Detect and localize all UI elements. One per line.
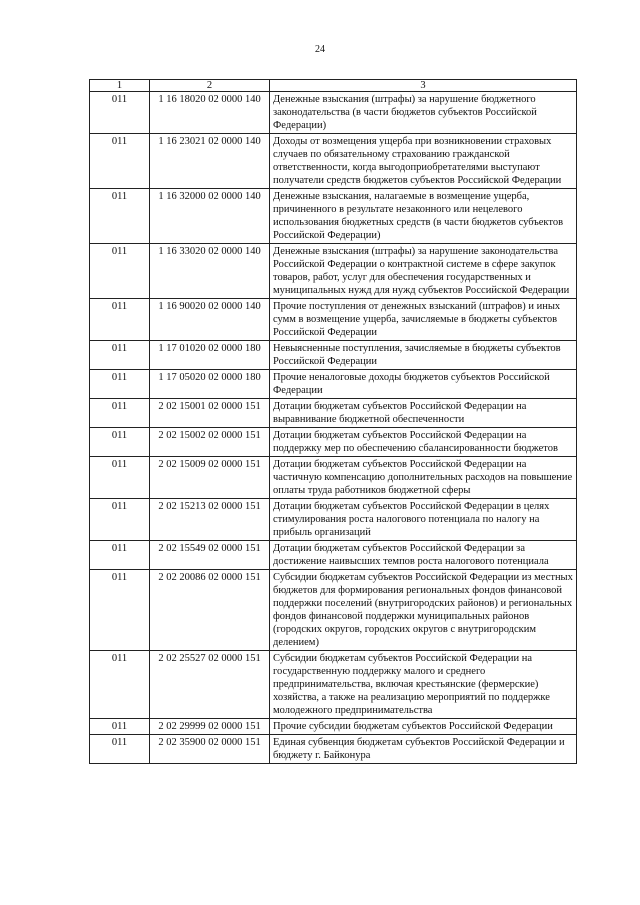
admin-code-cell: 011	[90, 735, 150, 764]
description-cell: Дотации бюджетам субъектов Российской Федерации на частичную компенсацию дополнительных расходов на повышение оплаты труда работников бюджетной сферы	[270, 457, 577, 499]
budget-code-cell: 1 17 05020 02 0000 180	[150, 370, 270, 399]
table-row	[90, 651, 577, 719]
admin-code-cell: 011	[90, 651, 150, 719]
table-row	[90, 92, 577, 134]
column-header-1: 1	[90, 80, 150, 92]
table-row	[90, 428, 577, 457]
table-row	[90, 570, 577, 651]
budget-code-cell: 1 16 32000 02 0000 140	[150, 189, 270, 244]
admin-code-cell: 011	[90, 457, 150, 499]
description-cell: Денежные взыскания (штрафы) за нарушение законодательства Российской Федерации о контрактной системе в сфере закупок товаров, работ, услуг для обеспечения государственных и муниципальных нужд для нужд субъектов Российской Федерации	[270, 244, 577, 299]
admin-code-cell: 011	[90, 134, 150, 189]
table-row	[90, 499, 577, 541]
table-row	[90, 244, 577, 299]
budget-code-cell: 1 17 01020 02 0000 180	[150, 341, 270, 370]
description-cell: Прочие неналоговые доходы бюджетов субъектов Российской Федерации	[270, 370, 577, 399]
budget-code-cell: 2 02 20086 02 0000 151	[150, 570, 270, 651]
table-row	[90, 735, 577, 764]
admin-code-cell: 011	[90, 499, 150, 541]
description-cell: Прочие поступления от денежных взысканий (штрафов) и иных сумм в возмещение ущерба, зачисляемые в бюджеты субъектов Российской Федерации	[270, 299, 577, 341]
description-cell: Дотации бюджетам субъектов Российской Федерации на выравнивание бюджетной обеспеченности	[270, 399, 577, 428]
table-row	[90, 399, 577, 428]
budget-code-cell: 2 02 15002 02 0000 151	[150, 428, 270, 457]
admin-code-cell: 011	[90, 370, 150, 399]
column-header-3: 3	[270, 80, 577, 92]
admin-code-cell: 011	[90, 719, 150, 735]
budget-code-cell: 1 16 90020 02 0000 140	[150, 299, 270, 341]
table-row	[90, 370, 577, 399]
budget-code-cell: 2 02 25527 02 0000 151	[150, 651, 270, 719]
admin-code-cell: 011	[90, 399, 150, 428]
budget-code-cell: 2 02 15549 02 0000 151	[150, 541, 270, 570]
admin-code-cell: 011	[90, 299, 150, 341]
budget-code-cell: 2 02 15001 02 0000 151	[150, 399, 270, 428]
table-row	[90, 134, 577, 189]
admin-code-cell: 011	[90, 92, 150, 134]
budget-code-cell: 2 02 15009 02 0000 151	[150, 457, 270, 499]
description-cell: Прочие субсидии бюджетам субъектов Российской Федерации	[270, 719, 577, 735]
description-cell: Субсидии бюджетам субъектов Российской Федерации на государственную поддержку малого и среднего предпринимательства, включая крестьянские (фермерские) хозяйства, а также на реализацию мероприятий по поддержке молодежного предпринимательства	[270, 651, 577, 719]
page-number: 24	[315, 44, 325, 55]
table-row	[90, 541, 577, 570]
admin-code-cell: 011	[90, 341, 150, 370]
admin-code-cell: 011	[90, 244, 150, 299]
budget-code-cell: 1 16 23021 02 0000 140	[150, 134, 270, 189]
budget-code-cell: 1 16 18020 02 0000 140	[150, 92, 270, 134]
revenue-classification-table	[89, 79, 577, 764]
table-row	[90, 189, 577, 244]
budget-code-cell: 2 02 35900 02 0000 151	[150, 735, 270, 764]
description-cell: Невыясненные поступления, зачисляемые в бюджеты субъектов Российской Федерации	[270, 341, 577, 370]
table-row	[90, 299, 577, 341]
description-cell: Дотации бюджетам субъектов Российской Федерации за достижение наивысших темпов роста налогового потенциала	[270, 541, 577, 570]
budget-code-cell: 2 02 29999 02 0000 151	[150, 719, 270, 735]
admin-code-cell: 011	[90, 570, 150, 651]
table-body	[90, 92, 577, 764]
table-row	[90, 457, 577, 499]
budget-code-cell: 2 02 15213 02 0000 151	[150, 499, 270, 541]
description-cell: Дотации бюджетам субъектов Российской Федерации в целях стимулирования роста налогового потенциала по налогу на прибыль организаций	[270, 499, 577, 541]
admin-code-cell: 011	[90, 189, 150, 244]
admin-code-cell: 011	[90, 541, 150, 570]
table-row	[90, 341, 577, 370]
description-cell: Дотации бюджетам субъектов Российской Федерации на поддержку мер по обеспечению сбалансированности бюджетов	[270, 428, 577, 457]
admin-code-cell: 011	[90, 428, 150, 457]
description-cell: Единая субвенция бюджетам субъектов Российской Федерации и бюджету г. Байконура	[270, 735, 577, 764]
description-cell: Денежные взыскания (штрафы) за нарушение бюджетного законодательства (в части бюджетов субъектов Российской Федерации)	[270, 92, 577, 134]
table-row	[90, 719, 577, 735]
table-header-row	[90, 80, 577, 92]
column-header-2: 2	[150, 80, 270, 92]
description-cell: Денежные взыскания, налагаемые в возмещение ущерба, причиненного в результате незаконного или нецелевого использования бюджетных средств (в части бюджетов субъектов Российской Федерации)	[270, 189, 577, 244]
description-cell: Доходы от возмещения ущерба при возникновении страховых случаев по обязательному страхованию гражданской ответственности, когда выгодоприобретателями выступают получатели средств бюджетов субъектов Российской Федерации	[270, 134, 577, 189]
budget-code-cell: 1 16 33020 02 0000 140	[150, 244, 270, 299]
description-cell: Субсидии бюджетам субъектов Российской Федерации из местных бюджетов для формирования региональных фондов финансовой поддержки поселений (внутригородских районов) и региональных фондов финансовой поддержки муниципальных районов (городских округов, городских округов с внутригородским делением)	[270, 570, 577, 651]
